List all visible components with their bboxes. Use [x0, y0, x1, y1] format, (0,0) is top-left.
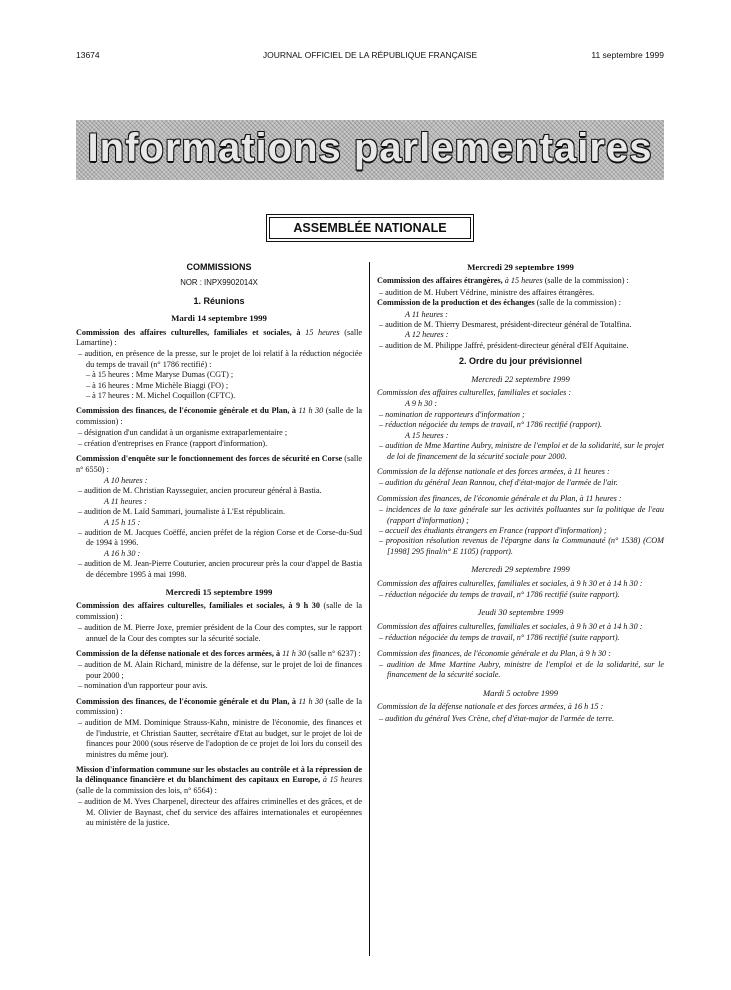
commission-entry: Commission d'enquête sur le fonctionnement des forces de sécurité en Corse (salle n° 6550) :: [76, 454, 363, 474]
list-item: – audition de MM. Dominique Strauss-Kahn, ministre de l'économie, des finances et de l'industrie, et Christian Sautter, secrétaire d'Etat au budget, sur le projet de loi de finances pour 2000 (sous réserve de l'adoption de ce projet de loi lors du conseil des ministres du même jour).: [78, 718, 362, 759]
commission-entry: Commission des affaires culturelles, familiales et sociales, à 15 heures (salle Lamartine) :: [76, 327, 363, 348]
list-item: – réduction négociée du temps de travail, n° 1786 rectifié (rapport).: [379, 420, 603, 430]
column-divider: [369, 262, 370, 956]
journal-title: JOURNAL OFFICIEL DE LA RÉPUBLIQUE FRANÇAISE: [262, 50, 478, 60]
commissions-title: COMMISSIONS: [186, 262, 252, 272]
commission-entry: Commission des affaires culturelles, familiales et sociales :: [377, 388, 572, 398]
section-title: 2. Ordre du jour prévisionnel: [458, 356, 583, 367]
list-item: – audition de Mme Martine Aubry, ministre de l'emploi et de la solidarité, sur le projet de loi de financement de la sécurité sociale pour 2000.: [379, 441, 664, 461]
list-item: – accueil des étudiants étrangers en France (rapport d'information) ;: [379, 525, 607, 535]
list-item: – incidences de la taxe générale sur les activités polluantes sur la politique de l'eau (rapport d'information) ;: [379, 505, 664, 525]
time-label: A 12 heures :: [405, 330, 449, 340]
commission-entry: Commission des affaires culturelles, familiales et sociales, à 9 h 30 et à 14 h 30 :: [377, 578, 643, 588]
commission-entry: Commission des affaires culturelles, familiales et sociales, à 9 h 30 (salle de la commission) :: [76, 601, 362, 621]
list-item: – audition de M. Jean-Pierre Couturier, ancien procureur près la cour d'appel de Bastia de décembre 1995 à mai 1998.: [78, 559, 362, 579]
chamber-title: ASSEMBLÉE NATIONALE: [269, 217, 471, 239]
list-item: – réduction négociée du temps de travail, n° 1786 rectifié (suite rapport).: [379, 589, 620, 599]
date-heading: Mardi 5 octobre 1999: [482, 687, 559, 698]
list-item: – audition de Mme Martine Aubry, ministre de l'emploi et de la solidarité, sur le financement de la sécurité sociale.: [379, 660, 664, 680]
time-label: A 11 heures :: [104, 496, 147, 506]
issue-date: 11 septembre 1999: [591, 50, 664, 60]
list-item: – désignation d'un candidat à un organisme extraparlementaire ;: [78, 428, 288, 438]
date-heading: Mardi 14 septembre 1999: [171, 313, 267, 324]
time-label: A 10 heures :: [104, 475, 148, 485]
time-label: A 9 h 30 :: [405, 399, 438, 409]
list-item: – proposition résolution revenus de l'épargne dans la Communauté (n° 1538) (COM [1998] 295 final/n° E 1105) (rapport).: [379, 536, 664, 556]
commission-entry: Commission des finances, de l'économie générale et du Plan, à 11 heures :: [377, 493, 622, 503]
list-item: – audition de M. Philippe Jaffré, président-directeur général d'Elf Aquitaine.: [379, 340, 629, 350]
date-heading: Mercredi 22 septembre 1999: [471, 373, 570, 384]
list-item: – à 15 heures : Mme Maryse Dumas (CGT) ;: [86, 370, 234, 380]
list-item: – audition de M. Hubert Védrine, ministre des affaires étrangères.: [379, 287, 595, 297]
right-column: [377, 262, 664, 724]
date-heading: Jeudi 30 septembre 1999: [477, 607, 564, 618]
commission-entry: Commission de la défense nationale et des forces armées, à 11 heures :: [377, 466, 610, 476]
list-item: – audition du général Yves Crène, chef d'état-major de l'armée de terre.: [379, 713, 615, 723]
list-item: – audition de M. Thierry Desmarest, président-directeur général de Totalfina.: [379, 320, 632, 330]
agenda-block: [377, 374, 664, 724]
banner-title: Informations parlementaires: [87, 126, 653, 170]
commission-entry: Mission d'information commune sur les obstacles au contrôle et à la répression de la délinquance financière et du blanchiment des capitaux en Europe, à 15 heures (salle de la commission des lois, n° 6564) :: [76, 765, 363, 795]
section-title: 1. Réunions: [193, 295, 245, 306]
date-heading: Mercredi 29 septembre 1999: [471, 564, 570, 575]
list-item: – audition de M. Pierre Joxe, premier président de la Cour des comptes, sur le rapport annuel de la Cour des comptes sur la sécurité sociale.: [78, 623, 362, 643]
date-heading: Mercredi 29 septembre 1999: [467, 262, 574, 272]
list-item: – audition de M. Jacques Coëffé, ancien préfet de la région Corse et de Corse-du-Sud de 1994 à 1996.: [78, 527, 362, 548]
nor-reference: NOR : INPX9902014X: [180, 278, 258, 288]
commission-entry: Commission des affaires culturelles, familiales et sociales, à 9 h 30 et à 14 h 30 :: [377, 621, 643, 631]
commission-entry: Commission de la production et des échanges (salle de la commission) :: [377, 298, 621, 308]
commission-entry: Commission de la défense nationale et des forces armées, à 11 h 30 (salle n° 6237) :: [76, 649, 361, 658]
section-banner: [76, 120, 664, 180]
list-item: – nomination d'un rapporteur pour avis.: [78, 681, 208, 691]
list-item: – audition, en présence de la presse, sur le projet de loi relatif à la réduction négociée du temps de travail (n° 1786 rectifié) :: [78, 349, 362, 369]
commission-entry: Commission des affaires étrangères, à 15 heures (salle de la commission) :: [377, 276, 629, 286]
list-item: – audition de M. Yves Charpenel, directeur des affaires criminelles et des grâces, et de M. Olivier de Baynast, chef du service des affaires internationales et européennes au ministère de la justice.: [78, 797, 362, 828]
list-item: – audition de M. Alain Richard, ministre de la défense, sur le projet de loi de finances pour 2000 ;: [78, 660, 362, 680]
commission-entry: Commission des finances, de l'économie générale et du Plan, à 11 h 30 (salle de la commission) :: [76, 406, 363, 426]
page-header: [76, 50, 664, 64]
commission-entry: Commission des finances, de l'économie générale et du Plan, à 11 h 30 (salle de la commission) :: [76, 696, 363, 717]
time-label: A 15 h 15 :: [104, 517, 141, 527]
list-item: – à 17 heures : M. Michel Coquillon (CFTC).: [86, 391, 236, 401]
commission-entry: Commission de la défense nationale et des forces armées, à 16 h 15 :: [377, 702, 604, 712]
list-item: – nomination de rapporteurs d'information ;: [379, 409, 525, 419]
time-label: A 15 heures :: [405, 430, 449, 440]
page-number: 13674: [76, 50, 100, 60]
date-heading: Mercredi 15 septembre 1999: [165, 586, 273, 597]
time-label: A 11 heures :: [405, 309, 448, 319]
list-item: – audition de M. Laïd Sammari, journaliste à L'Est républicain.: [78, 507, 286, 517]
list-item: – audition de M. Christian Raysseguier, ancien procureur général à Bastia.: [78, 486, 322, 496]
list-item: – à 16 heures : Mme Michèle Biaggi (FO) ;: [86, 380, 229, 390]
list-item: – réduction négociée du temps de travail, n° 1786 rectifié (suite rapport).: [379, 633, 620, 643]
commission-entry: Commission des finances, de l'économie générale et du Plan, à 9 h 30 :: [377, 648, 611, 658]
left-column: [76, 262, 362, 829]
time-label: A 16 h 30 :: [104, 548, 141, 558]
chamber-box: [266, 214, 474, 242]
list-item: – création d'entreprises en France (rapport d'information).: [78, 438, 268, 448]
list-item: – audition du général Jean Rannou, chef d'état-major de l'armée de l'air.: [379, 478, 618, 488]
